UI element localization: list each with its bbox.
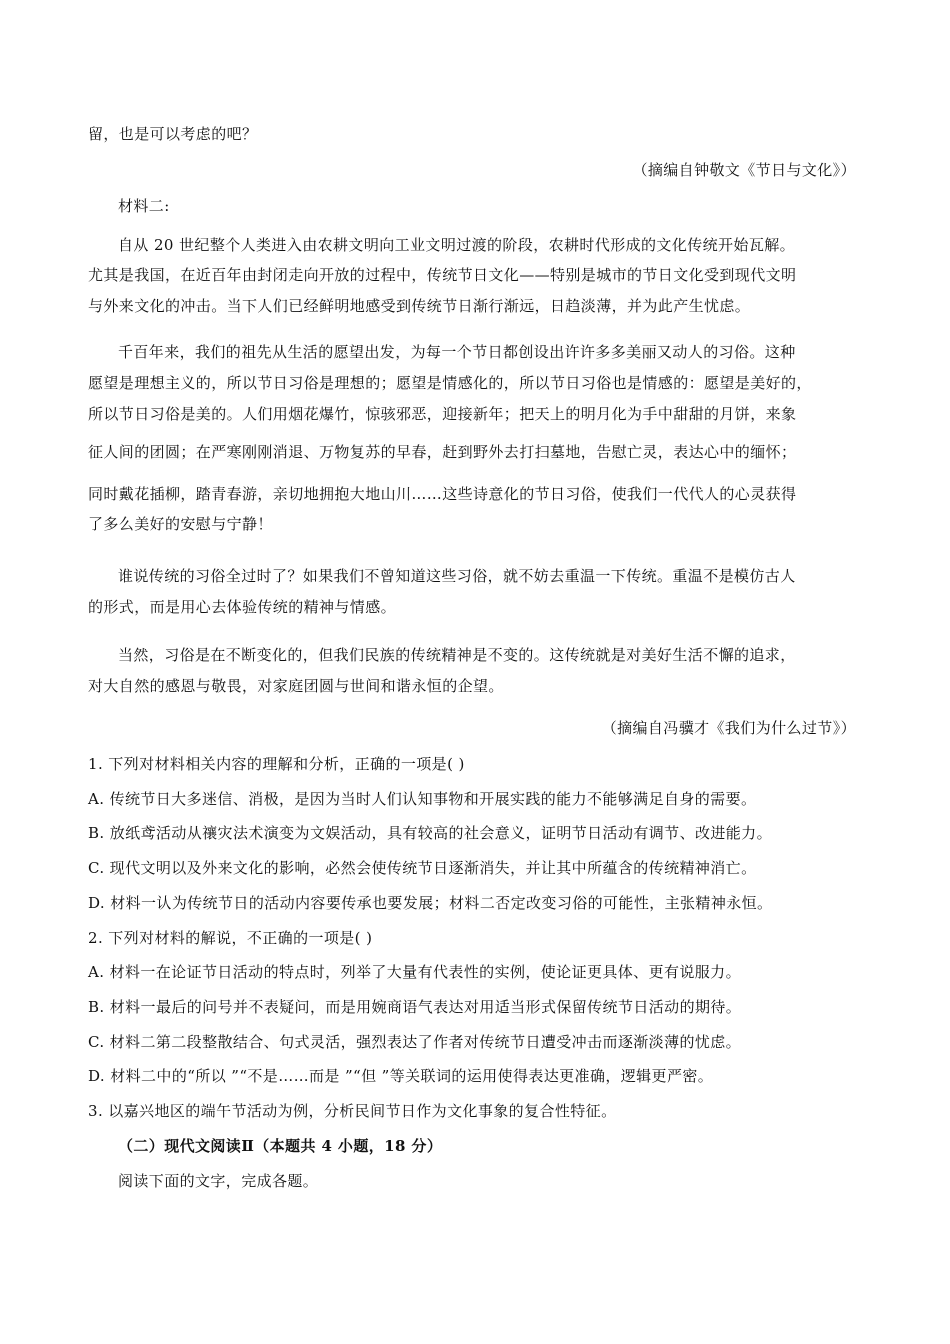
question-3: 3. 以嘉兴地区的端午节活动为例，分析民间节日作为文化事象的复合性特征。 [88, 1102, 617, 1120]
text-line: 千百年来，我们的祖先从生活的愿望出发，为每一个节日都创设出许许多多美丽又动人的习俗。这种 [118, 343, 796, 361]
q1-option-d: D. 材料一认为传统节日的活动内容要传承也要发展；材料二否定改变习俗的可能性，主张精神永恒。 [88, 894, 773, 912]
q1-option-b: B. 放纸鸢活动从禳灾法术演变为文娱活动，具有较高的社会意义，证明节日活动有调节、改进能力。 [88, 824, 772, 842]
source-citation: （摘编自冯骥才《我们为什么过节》） [601, 719, 856, 737]
question-2: 2. 下列对材料的解说，不正确的一项是( ) [88, 929, 373, 947]
text-line: 了多么美好的安慰与宁静！ [88, 515, 273, 533]
text-line: 愿望是理想主义的，所以节日习俗是理想的；愿望是情感化的，所以节日习俗也是情感的：愿望是美好的， [88, 374, 812, 392]
q2-option-d: D. 材料二中的“所以 ”“不是……而是 ”“但 ”等关联词的运用使得表达更准确，逻辑更严密。 [88, 1067, 714, 1085]
q2-option-b: B. 材料一最后的问号并不表疑问，而是用婉商语气表达对用适当形式保留传统节日活动的期待。 [88, 998, 742, 1016]
q2-option-c: C. 材料二第二段整散结合、句式灵活，强烈表达了作者对传统节日遭受冲击而逐渐淡薄的忧虑。 [88, 1033, 742, 1051]
section-heading: 材料二: [118, 197, 170, 215]
text-line: 留，也是可以考虑的吧？ [88, 125, 258, 143]
text-line: 与外来文化的冲击。当下人们已经鲜明地感受到传统节日渐行渐远，日趋淡薄，并为此产生忧虑。 [88, 297, 751, 315]
q1-option-c: C. 现代文明以及外来文化的影响，必然会使传统节日逐渐消失，并让其中所蕴含的传统精神消亡。 [88, 859, 757, 877]
instruction-text: 阅读下面的文字，完成各题。 [118, 1172, 319, 1190]
text-line: 的形式，而是用心去体验传统的精神与情感。 [88, 598, 397, 616]
text-line: 尤其是我国，在近百年由封闭走向开放的过程中，传统节日文化——特别是城市的节日文化受到现代文明 [88, 266, 797, 284]
q2-option-a: A. 材料一在论证节日活动的特点时，列举了大量有代表性的实例，使论证更具体、更有说服力。 [88, 963, 741, 981]
question-1: 1. 下列对材料相关内容的理解和分析，正确的一项是( ) [88, 755, 465, 773]
text-line: 同时戴花插柳，踏青春游，亲切地拥抱大地山川……这些诗意化的节日习俗，使我们一代代人的心灵获得 [88, 485, 797, 503]
section-heading: （二）现代文阅读Ⅱ（本题共 4 小题，18 分） [118, 1137, 443, 1155]
text-line: 谁说传统的习俗全过时了？如果我们不曾知道这些习俗，就不妨去重温一下传统。重温不是模仿古人 [118, 567, 796, 585]
text-line: 自从 20 世纪整个人类进入由农耕文明向工业文明过渡的阶段，农耕时代形成的文化传统开始瓦解。 [118, 236, 796, 254]
q1-option-a: A. 传统节日大多迷信、消极，是因为当时人们认知事物和开展实践的能力不能够满足自身的需要。 [88, 790, 757, 808]
text-line: 当然，习俗是在不断变化的，但我们民族的传统精神是不变的。这传统就是对美好生活不懈的追求， [118, 646, 796, 664]
text-line: 所以节日习俗是美的。人们用烟花爆竹，惊骇邪恶，迎接新年；把天上的明月化为手中甜甜的月饼，来象 [88, 405, 797, 423]
source-citation: （摘编自钟敬文《节日与文化》） [632, 161, 856, 179]
text-line: 征人间的团圆；在严寒刚刚消退、万物复苏的早春，赶到野外去打扫墓地，告慰亡灵，表达心中的缅怀； [88, 443, 797, 461]
text-line: 对大自然的感恩与敬畏，对家庭团圆与世间和谐永恒的企望。 [88, 677, 504, 695]
